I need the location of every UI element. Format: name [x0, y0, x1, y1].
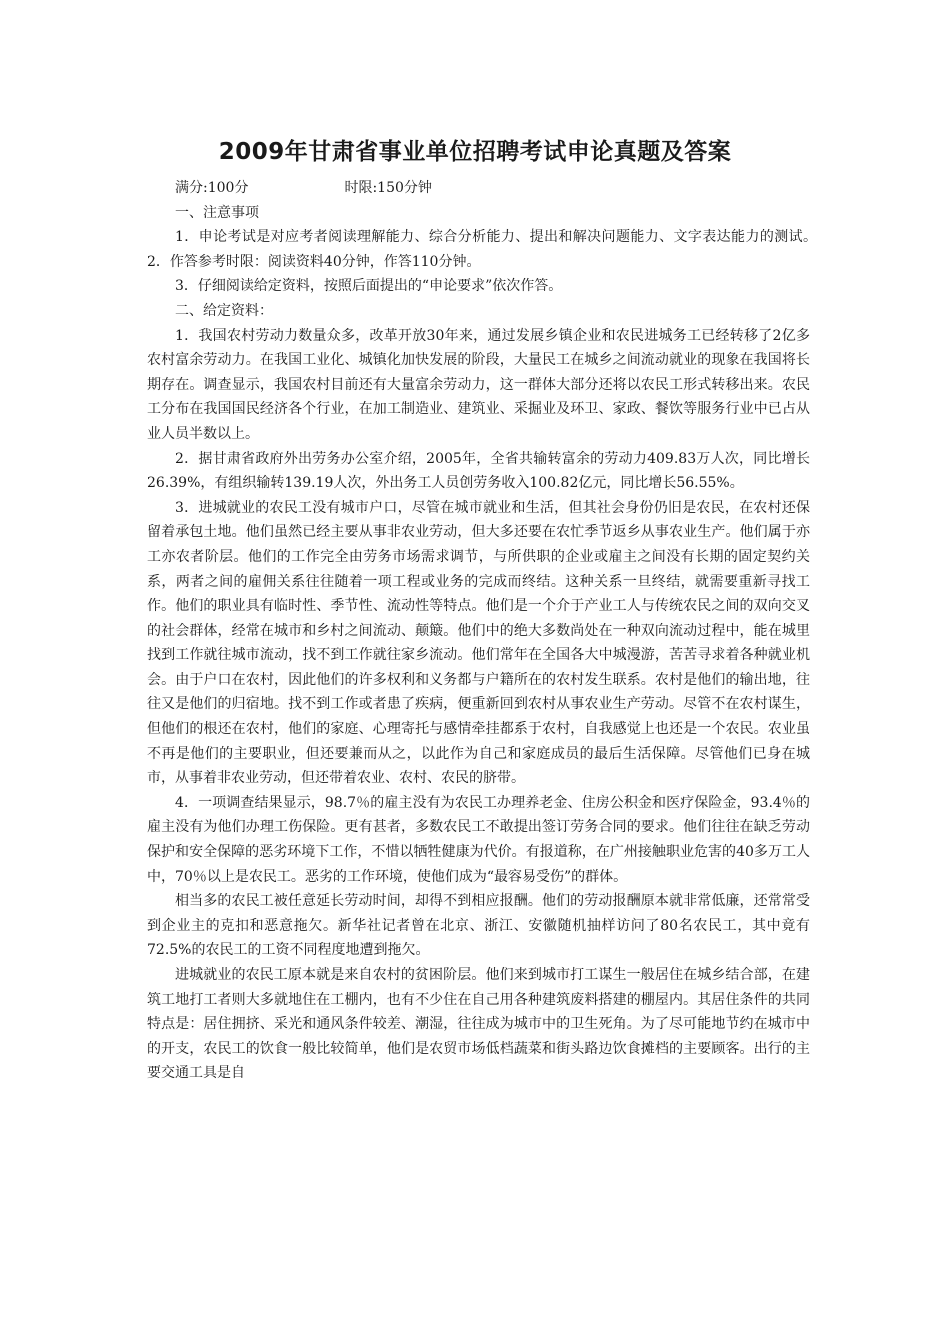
- paragraph: 1．申论考试是对应考者阅读理解能力、综合分析能力、提出和解决问题能力、文字表达能力的测试。 2．作答参考时限：阅读资料40分钟，作答110分钟。: [147, 229, 824, 270]
- paragraph: 1．我国农村劳动力数量众多，改革开放30年来，通过发展乡镇企业和农民进城务工已经转移了2亿多农村富余劳动力。在我国工业化、城镇化加快发展的阶段，大量民工在城乡之间流动就业的现象在我国将长期存在。调查显示，我国农村目前还有大量富余劳动力，这一群体大部分还将以农民工形式转移出来。农民工分布在我国国民经济各个行业，在加工制造业、建筑业、采掘业及环卫、家政、餐饮等服务行业中已占从业人员半数以上。: [147, 327, 810, 442]
- paragraph: 一、注意事项: [175, 204, 259, 221]
- paragraph: 相当多的农民工被任意延长劳动时间，却得不到相应报酬。他们的劳动报酬原本就非常低廉，还常常受到企业主的克扣和恶意拖欠。新华社记者曾在北京、浙江、安徽随机抽样访问了80名农民工，其中竟有72.5%的农民工的工资不同程度地遭到拖欠。: [147, 893, 810, 959]
- paragraph: 进城就业的农民工原本就是来自农村的贫困阶层。他们来到城市打工谋生一般居住在城乡结合部，在建筑工地打工者则大多就地住在工棚内，也有不少住在自己用各种建筑废料搭建的棚屋内。其居住条件的共同特点是：居住拥挤、采光和通风条件较差、潮湿，往往成为城市中的卫生死角。为了尽可能地节约在城市中的开支，农民工的饮食一般比较简单，他们是农贸市场低档蔬菜和街头路边饮食摊档的主要顾客。出行的主要交通工具是自: [147, 967, 810, 1082]
- paragraph: 2．据甘肃省政府外出劳务办公室介绍，2005年，全省共输转富余的劳动力409.83万人次，同比增长26.39%，有组织输转139.19人次，外出务工人员创劳务收入100.82亿元，同比增长56.55%。: [147, 450, 810, 492]
- full-score: 满分:100分: [175, 180, 249, 196]
- document-body: [147, 176, 824, 1086]
- exam-meta: [147, 176, 810, 201]
- paragraph: 二、给定资料：: [175, 302, 273, 319]
- paragraph: 4．一项调查结果显示，98.7％的雇主没有为农民工办理养老金、住房公积金和医疗保险金，93.4％的雇主没有为他们办理工伤保险。更有甚者，多数农民工不敢提出签订劳务合同的要求。他们往往在缺乏劳动保护和安全保障的恶劣环境下工作，不惜以牺牲健康为代价。有报道称，在广州接触职业危害的40多万工人中，70％以上是农民工。恶劣的工作环境，使他们成为“最容易受伤”的群体。: [147, 794, 810, 885]
- time-limit: 时限:150分钟: [344, 180, 432, 196]
- paragraph: 3．仔细阅读给定资料，按照后面提出的“申论要求”依次作答。: [175, 278, 563, 295]
- document-title: 2009年甘肃省事业单位招聘考试申论真题及答案: [218, 139, 732, 165]
- paragraph: 3．进城就业的农民工没有城市户口，尽管在城市就业和生活，但其社会身份仍旧是农民，在农村还保留着承包土地。他们虽然已经主要从事非农业劳动，但大多还要在农忙季节返乡从事农业生产。他们属于亦工亦农者阶层。他们的工作完全由劳务市场需求调节，与所供职的企业或雇主之间没有长期的固定契约关系，两者之间的雇佣关系往往随着一项工程或业务的完成而终结。这种关系一旦终结，就需要重新寻找工作。他们的职业具有临时性、季节性、流动性等特点。他们是一个介于产业工人与传统农民之间的双向交叉的社会群体，经常在城市和乡村之间流动、颠簸。他们中的绝大多数尚处在一种双向流动过程中，能在城里找到工作就往城市流动，找不到工作就往家乡流动。他们常年在全国各大中城漫游，苦苦寻求着各种就业机会。由于户口在农村，因此他们的许多权利和义务都与户籍所在的农村发生联系。农村是他们的输出地，往往又是他们的归宿地。找不到工作或者患了疾病，便重新回到农村从事农业生产劳动。尽管不在农村谋生，但他们的根还在农村，他们的家庭、心理寄托与感情牵挂都系于农村，自我感觉上也还是一个农民。农业虽不再是他们的主要职业，但还要兼而从之，以此作为自己和家庭成员的最后生活保障。尽管他们已身在城市，从事着非农业劳动，但还带着农业、农村、农民的脐带。: [147, 499, 810, 787]
